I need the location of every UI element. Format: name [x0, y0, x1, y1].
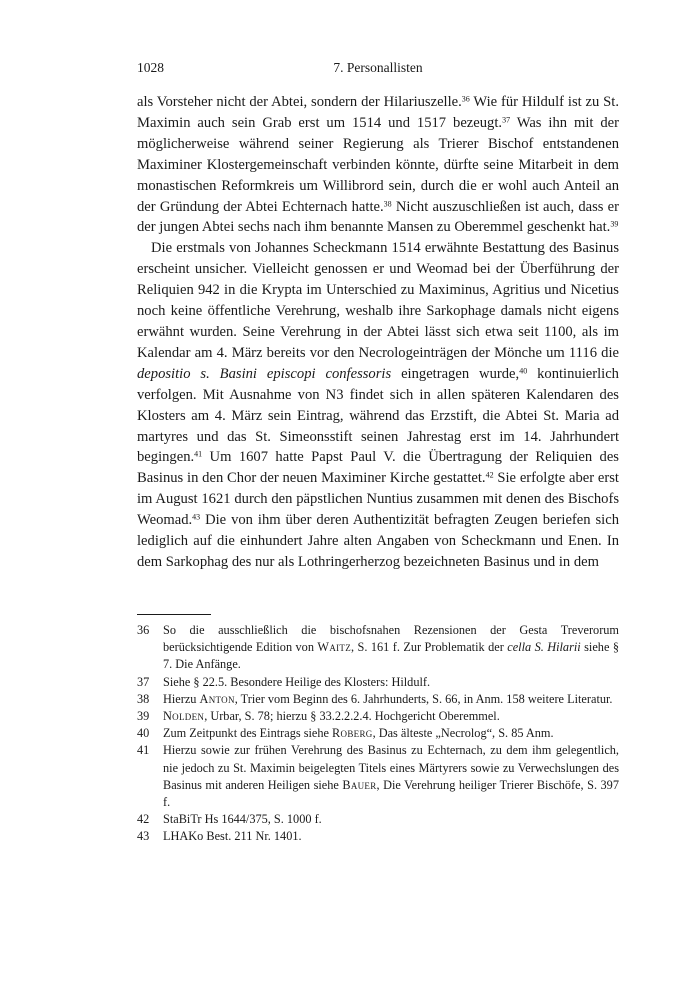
- footnote-42: 42 StaBiTr Hs 1644/375, S. 1000 f.: [137, 812, 322, 827]
- footnote-36: 36 So die ausschließlich die bischofsnahen Rezensionen der Gesta Treverorum berücksichtigende Edition von Waitz, S. 161 f. Zur Problematik der cella S. Hilarii siehe § 7. Die Anfänge.: [137, 623, 619, 672]
- page-content: [137, 60, 619, 573]
- latin-quote: depositio s. Basini episcopi confessoris: [137, 365, 392, 382]
- footnotes: [137, 622, 619, 846]
- body-text: [137, 92, 619, 573]
- footnote-ref-39[interactable]: 39: [610, 220, 619, 230]
- footnote-39: 39 Nolden, Urbar, S. 78; hierzu § 33.2.2.2.4. Hochgericht Oberemmel.: [137, 709, 500, 724]
- page-header: [137, 60, 619, 82]
- footnote-ref-38[interactable]: 38: [383, 199, 392, 209]
- paragraph-1: als Vorsteher nicht der Abtei, sondern der Hilariuszelle.$^{36}$ Wie für Hildulf ist zu St. Maximin auch sein Grab erst um 1514 und 1517 bezeugt.$^{37}$ Was ihn mit der möglicherweise während seiner Regierung als Trierer Bischof entstandenen Maximiner Klostergemeinschaft verbinden könnte, dürfte seine Mitarbeit in dem monastischen Reformkreis um Willibrord sein, durch die er wohl auch Anteil an der Gründung der Abtei Echternach hatte.$^{38}$ Nicht auszuschließen ist auch, dass er der jungen Abtei sechs nach ihm benannte Mansen zu Oberemmel geschenkt hat.$^{39}$: [137, 94, 620, 236]
- footnote-separator: [137, 614, 211, 615]
- footnote-38: 38 Hierzu Anton, Trier vom Beginn des 6. Jahrhunderts, S. 66, in Anm. 158 weitere Literatur.: [137, 691, 613, 706]
- footnote-ref-42[interactable]: 42: [485, 470, 494, 480]
- footnote-41: 41 Hierzu sowie zur frühen Verehrung des Basinus zu Echternach, zu dem ihm gelegentlich, nie jedoch zu St. Maximin beigelegten Titels eines Märtyrers sowie zu Verwechslungen des Basinus mit anderen Heiligen siehe Bauer, Die Verehrung heiliger Trierer Bischöfe, S. 397 f.: [137, 743, 619, 810]
- footnote-ref-40[interactable]: 40: [519, 366, 528, 376]
- paragraph-2: Die erstmals von Johannes Scheckmann 1514 erwähnte Bestattung des Basinus erscheint unsicher. Vielleicht genossen er und Weomad bei der Überführung der Reliquien 942 in die Krypta im Unterschied zu Maximinus, Agritius und Nicetius noch keine öffentliche Verehrung, weshalb ihre Sarkophage damals nicht eigens erwähnt wurden. Seine Verehrung in der Abtei lässt sich etwa seit 1100, als im Kalendar am 4. März bereits vor den Necrologeinträgen der Mönche um 1116 die depositio s. Basini episcopi confessoris eingetragen wurde,$^{40}$ kontinuierlich verfolgen. Mit Ausnahme von N3 findet sich in allen späteren Kalendaren des Klosters am 4. März sein Eintrag, während das Erzstift, die Abtei St. Maria ad martyres und das St. Simeonsstift seinen Jahrestag erst im 14. Jahrhundert begingen.$^{41}$ Um 1607 hatte Papst Paul V. die Übertragung der Reliquien des Basinus in den Chor der neuen Maximiner Kirche gestattet.$^{42}$ Sie erfolgte aber erst im August 1621 durch den päpstlichen Nuntius zusammen mit denen des Bischofs Weomad.$^{43}$ Die von ihm über deren Authentizität befragten Zeugen beriefen sich lediglich auf die einhundert Jahre alten Angaben von Scheckmann und Enen. In dem Sarkophag des nur als Lothringerherzog bezeichneten Basinus und in dem: [137, 240, 619, 570]
- footnote-ref-37[interactable]: 37: [502, 115, 511, 125]
- footnote-ref-43[interactable]: 43: [192, 512, 201, 522]
- footnote-37: 37 Siehe § 22.5. Besondere Heilige des Klosters: Hildulf.: [137, 674, 431, 689]
- footnote-40: 40 Zum Zeitpunkt des Eintrags siehe Roberg, Das älteste „Necrolog“, S. 85 Anm.: [137, 726, 554, 741]
- page-number: 1028: [137, 60, 164, 75]
- footnote-ref-41[interactable]: 41: [194, 450, 203, 460]
- footnote-43: 43 LHAKo Best. 211 Nr. 1401.: [137, 829, 302, 844]
- footnote-ref-36[interactable]: 36: [461, 94, 470, 104]
- running-head: 7. Personallisten: [333, 60, 423, 75]
